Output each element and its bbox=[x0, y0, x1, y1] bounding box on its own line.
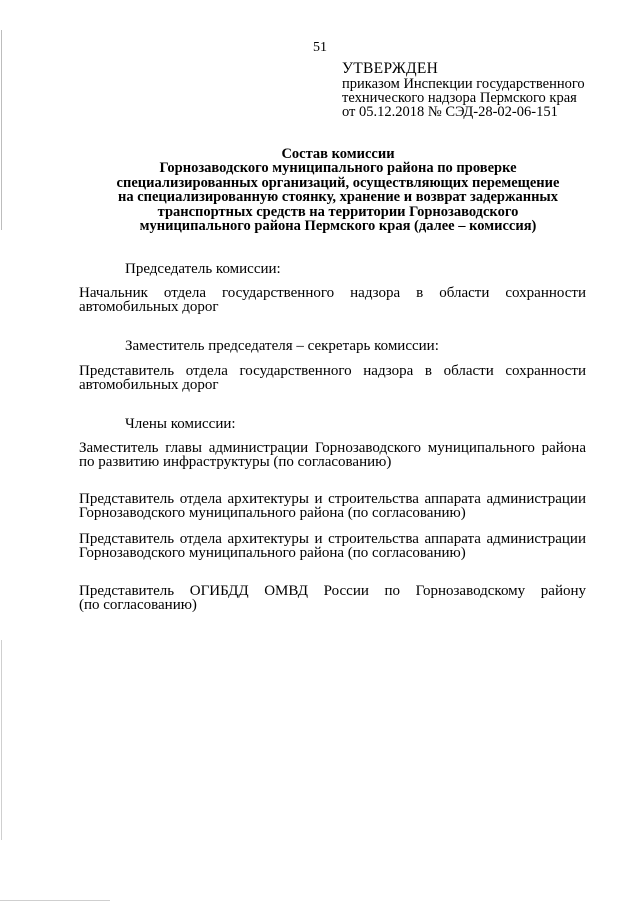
entry-line: (по согласованию) bbox=[79, 597, 197, 613]
scan-bottom-mark bbox=[0, 900, 110, 901]
entry-line: Горнозаводского муниципального района (по согласованию) bbox=[79, 545, 466, 561]
heading-line: на специализированную стоянку, хранение и возврат задержанных bbox=[117, 189, 559, 206]
page-number: 51 bbox=[313, 40, 327, 55]
member-entry bbox=[79, 441, 586, 469]
member-entry bbox=[79, 364, 586, 392]
heading-line: муниципального района Пермского края (далее – комиссия) bbox=[139, 218, 537, 235]
section-label-chairman: Председатель комиссии: bbox=[125, 261, 281, 277]
entry-line: Представитель отдела архитектуры и строительства аппарата администрации bbox=[79, 491, 586, 507]
approval-block bbox=[342, 60, 602, 119]
heading-title: Состав комиссии bbox=[281, 146, 395, 162]
approval-line: технического надзора Пермского края bbox=[342, 90, 577, 106]
entry-line: автомобильных дорог bbox=[79, 299, 219, 315]
approval-line: приказом Инспекции государственного bbox=[342, 76, 585, 92]
document-heading bbox=[78, 147, 598, 233]
member-entry bbox=[79, 584, 586, 612]
entry-line: Представитель отдела архитектуры и строительства аппарата администрации bbox=[79, 531, 586, 547]
entry-line: Горнозаводского муниципального района (по согласованию) bbox=[79, 505, 466, 521]
approval-line: от 05.12.2018 № СЭД-28-02-06-151 bbox=[342, 104, 558, 120]
entry-line: по развитию инфраструктуры (по согласованию) bbox=[79, 454, 392, 470]
entry-line: Начальник отдела государственного надзора в области сохранности bbox=[79, 285, 586, 301]
entry-line: Представитель отдела государственного надзора в области сохранности bbox=[79, 363, 586, 379]
heading-line: транспортных средств на территории Горнозаводского bbox=[157, 203, 519, 220]
entry-line: автомобильных дорог bbox=[79, 377, 219, 393]
section-label-deputy: Заместитель председателя – секретарь комиссии: bbox=[125, 338, 439, 354]
scan-edge-mark bbox=[1, 30, 2, 230]
approval-title: УТВЕРЖДЕН bbox=[342, 60, 439, 77]
member-entry bbox=[79, 532, 586, 560]
scan-edge-mark bbox=[1, 640, 2, 840]
entry-line: Представитель ОГИБДД ОМВД России по Горнозаводскому району bbox=[79, 583, 586, 599]
entry-line: Заместитель главы администрации Горнозаводского муниципального района bbox=[79, 440, 586, 456]
member-entry bbox=[79, 492, 586, 520]
heading-line: Горнозаводского муниципального района по проверке bbox=[159, 160, 517, 177]
heading-line: специализированных организаций, осуществляющих перемещение bbox=[116, 174, 560, 191]
member-entry bbox=[79, 286, 586, 314]
section-label-members: Члены комиссии: bbox=[125, 416, 236, 432]
